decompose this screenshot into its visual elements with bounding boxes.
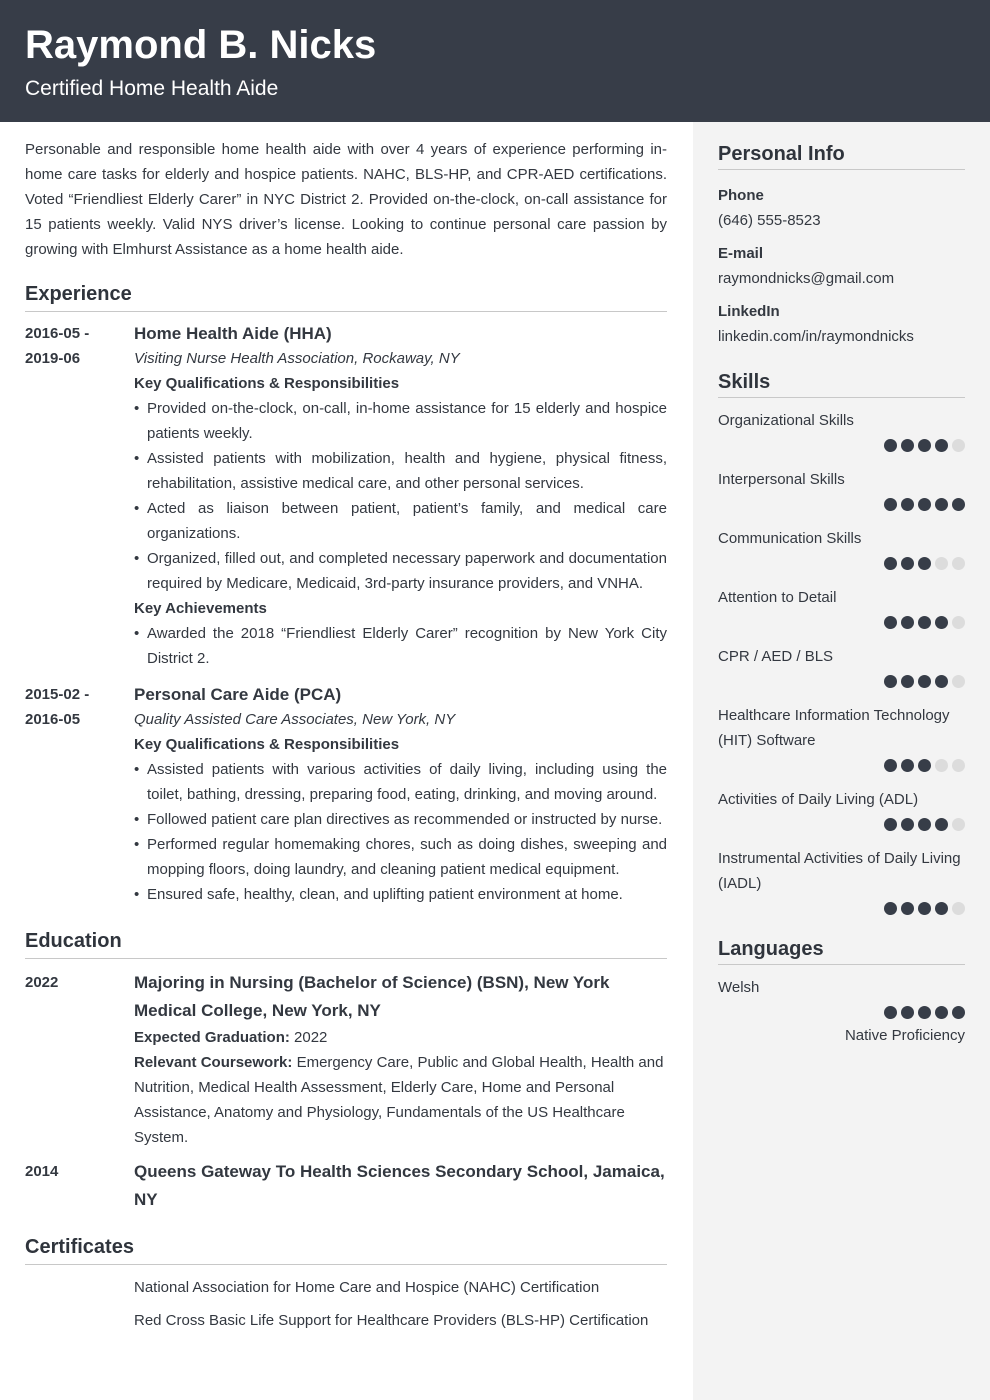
languages-heading: Languages: [718, 937, 965, 965]
experience-entry: [25, 321, 667, 671]
skills-heading: Skills: [718, 370, 965, 398]
skill-name: Healthcare Information Technology (HIT) Software: [718, 707, 950, 749]
rating-dot-empty: [952, 439, 965, 452]
rating-dot-filled: [918, 557, 931, 570]
list-item: • Followed patient care plan directives as recommended or instructed by nurse.: [134, 807, 667, 832]
personal-info-heading: Personal Info: [718, 142, 965, 170]
rating-dot-empty: [952, 557, 965, 570]
list-item: • Awarded the 2018 “Friendliest Elderly Carer” recognition by New York City District 2.: [134, 621, 667, 671]
list-item: • Provided on-the-clock, on-call, in-home assistance for 15 elderly and hospice patients weekly.: [134, 396, 667, 446]
responsibilities-list: [134, 757, 667, 907]
list-item: • Assisted patients with various activities of daily living, including using the toilet, bathing, dressing, preparing food, eating, drinking, and moving around.: [134, 757, 667, 807]
date-end: 2016-05: [25, 711, 81, 728]
linkedin-label: LinkedIn: [718, 303, 780, 320]
rating-dots: [718, 669, 965, 694]
rating-dot-filled: [884, 557, 897, 570]
rating-dot-filled: [918, 1006, 931, 1019]
rating-dot-filled: [918, 439, 931, 452]
language-item: [718, 975, 965, 1048]
graduation-label: Expected Graduation:: [134, 1029, 290, 1046]
school-title: Queens Gateway To Health Sciences Secondary School, Jamaica, NY: [134, 1162, 665, 1209]
skill-name: Instrumental Activities of Daily Living (IADL): [718, 850, 961, 892]
rating-dot-filled: [884, 439, 897, 452]
rating-dot-filled: [935, 902, 948, 915]
rating-dot-filled: [901, 557, 914, 570]
certificates-heading: Certificates: [25, 1234, 667, 1265]
date-start: 2016-05 -: [25, 325, 90, 342]
rating-dots: [718, 753, 965, 778]
skill-item: [718, 703, 965, 778]
skill-name: Organizational Skills: [718, 412, 854, 429]
experience-entry: [25, 682, 667, 907]
coursework-value: Emergency Care, Public and Global Health, Health and Nutrition, Medical Health Assessment, Elderly Care, Home and Personal Assistance, Anatomy and Physiology, Fundamentals of the US Healthcare System.: [134, 1054, 664, 1146]
list-item: • Assisted patients with mobilization, health and hygiene, physical fitness, rehabilitation, assistive medical care, and other personal services.: [134, 446, 667, 496]
list-item: • Acted as liaison between patient, patient’s family, and medical care organizations.: [134, 496, 667, 546]
languages-list: [718, 975, 965, 1048]
rating-dot-filled: [918, 498, 931, 511]
job-organization: Quality Assisted Care Associates, New York, NY: [134, 711, 456, 728]
list-item: • Ensured safe, healthy, clean, and uplifting patient environment at home.: [134, 882, 667, 907]
education-body: [134, 969, 667, 1150]
rating-dot-filled: [935, 616, 948, 629]
skill-item: [718, 408, 965, 458]
rating-dot-filled: [901, 439, 914, 452]
language-name: Welsh: [718, 979, 760, 996]
rating-dot-empty: [952, 818, 965, 831]
experience-heading: Experience: [25, 281, 667, 312]
rating-dot-filled: [935, 818, 948, 831]
list-item: • Performed regular homemaking chores, such as doing dishes, sweeping and mopping floors, doing laundry, and cleaning patient medical equipment.: [134, 832, 667, 882]
skill-name: Communication Skills: [718, 530, 862, 547]
rating-dot-filled: [884, 675, 897, 688]
email-value[interactable]: raymondnicks@gmail.com: [718, 270, 895, 287]
rating-dot-filled: [901, 818, 914, 831]
experience-date: [25, 682, 134, 907]
certificate-item: Red Cross Basic Life Support for Healthcare Providers (BLS-HP) Certification: [134, 1312, 649, 1329]
rating-dots: [718, 433, 965, 458]
rating-dots: [718, 812, 965, 837]
rating-dot-filled: [918, 675, 931, 688]
rating-dot-filled: [918, 616, 931, 629]
phone-label: Phone: [718, 187, 764, 204]
rating-dots: [718, 610, 965, 635]
experience-body: [134, 321, 667, 671]
experience-date: [25, 321, 134, 671]
skill-item: [718, 787, 965, 837]
resume-header: [0, 0, 990, 122]
rating-dot-filled: [901, 902, 914, 915]
relevant-coursework: [134, 1050, 667, 1150]
skill-item: [718, 846, 965, 921]
rating-dot-empty: [935, 557, 948, 570]
rating-dot-filled: [935, 1006, 948, 1019]
skill-item: [718, 585, 965, 635]
rating-dot-filled: [901, 616, 914, 629]
rating-dots: [718, 1000, 965, 1025]
language-proficiency: Native Proficiency: [844, 1027, 965, 1044]
skill-item: [718, 526, 965, 576]
rating-dot-filled: [884, 1006, 897, 1019]
rating-dot-filled: [918, 818, 931, 831]
rating-dot-filled: [935, 675, 948, 688]
list-item: • Organized, filled out, and completed necessary paperwork and documentation required by Medicare, Medicaid, 3rd-party insurance providers, and VNHA.: [134, 546, 667, 596]
skill-name: Activities of Daily Living (ADL): [718, 791, 919, 808]
degree-title: Majoring in Nursing (Bachelor of Science) (BSN), New York Medical College, New York, NY: [134, 973, 610, 1020]
rating-dot-empty: [952, 675, 965, 688]
qualifications-heading: Key Qualifications & Responsibilities: [134, 736, 400, 753]
rating-dots: [718, 551, 965, 576]
sidebar-content: [718, 142, 965, 1048]
rating-dot-empty: [952, 902, 965, 915]
candidate-title: Certified Home Health Aide: [25, 77, 279, 100]
rating-dots: [718, 896, 965, 921]
achievements-list: [134, 621, 667, 671]
main-column: [25, 137, 667, 1333]
rating-dot-filled: [884, 759, 897, 772]
job-role: Home Health Aide (HHA): [134, 324, 332, 343]
rating-dot-empty: [952, 759, 965, 772]
job-organization: Visiting Nurse Health Association, Rockaway, NY: [134, 350, 460, 367]
education-body: [134, 1158, 667, 1214]
rating-dot-empty: [952, 616, 965, 629]
profile-summary: Personable and responsible home health aide with over 4 years of experience performing in-home care tasks for elderly and hospice patients. NAHC, BLS-HP, and CPR-AED certifications. Voted “Friendliest Elderly Carer” in NYC District 2. Provided on-the-clock, on-call assistance for 15 patients weekly. Valid NYS driver’s license. Looking to continue personal care passion by growing with Elmhurst Assistance as a home health aide.: [25, 141, 667, 258]
linkedin-value[interactable]: linkedin.com/in/raymondnicks: [718, 328, 914, 345]
expected-graduation: [134, 1025, 667, 1050]
responsibilities-list: [134, 396, 667, 596]
rating-dot-filled: [952, 498, 965, 511]
rating-dot-filled: [901, 498, 914, 511]
date-end: 2019-06: [25, 350, 81, 367]
rating-dot-empty: [935, 759, 948, 772]
education-entry: [25, 1158, 667, 1214]
skill-name: CPR / AED / BLS: [718, 648, 834, 665]
education-date: 2014: [25, 1163, 59, 1180]
rating-dot-filled: [935, 439, 948, 452]
phone-value: (646) 555-8523: [718, 212, 821, 229]
rating-dot-filled: [952, 1006, 965, 1019]
skill-item: [718, 644, 965, 694]
experience-body: [134, 682, 667, 907]
achievements-heading: Key Achievements: [134, 600, 267, 617]
skill-name: Interpersonal Skills: [718, 471, 845, 488]
certificate-item: National Association for Home Care and Hospice (NAHC) Certification: [134, 1279, 600, 1296]
education-date: 2022: [25, 974, 59, 991]
skills-list: [718, 408, 965, 921]
qualifications-heading: Key Qualifications & Responsibilities: [134, 375, 400, 392]
rating-dot-filled: [884, 818, 897, 831]
skill-item: [718, 467, 965, 517]
rating-dot-filled: [918, 902, 931, 915]
education-heading: Education: [25, 928, 667, 959]
candidate-name: Raymond B. Nicks: [25, 23, 377, 67]
rating-dot-filled: [935, 498, 948, 511]
education-entry: [25, 969, 667, 1150]
coursework-label: Relevant Coursework:: [134, 1054, 293, 1071]
rating-dot-filled: [884, 902, 897, 915]
rating-dot-filled: [901, 675, 914, 688]
rating-dot-filled: [884, 498, 897, 511]
rating-dot-filled: [918, 759, 931, 772]
rating-dot-filled: [901, 759, 914, 772]
graduation-value: 2022: [294, 1029, 328, 1046]
rating-dot-filled: [901, 1006, 914, 1019]
rating-dots: [718, 492, 965, 517]
date-start: 2015-02 -: [25, 686, 90, 703]
job-role: Personal Care Aide (PCA): [134, 685, 342, 704]
skill-name: Attention to Detail: [718, 589, 837, 606]
sidebar: [693, 122, 990, 1400]
email-label: E-mail: [718, 245, 764, 262]
rating-dot-filled: [884, 616, 897, 629]
